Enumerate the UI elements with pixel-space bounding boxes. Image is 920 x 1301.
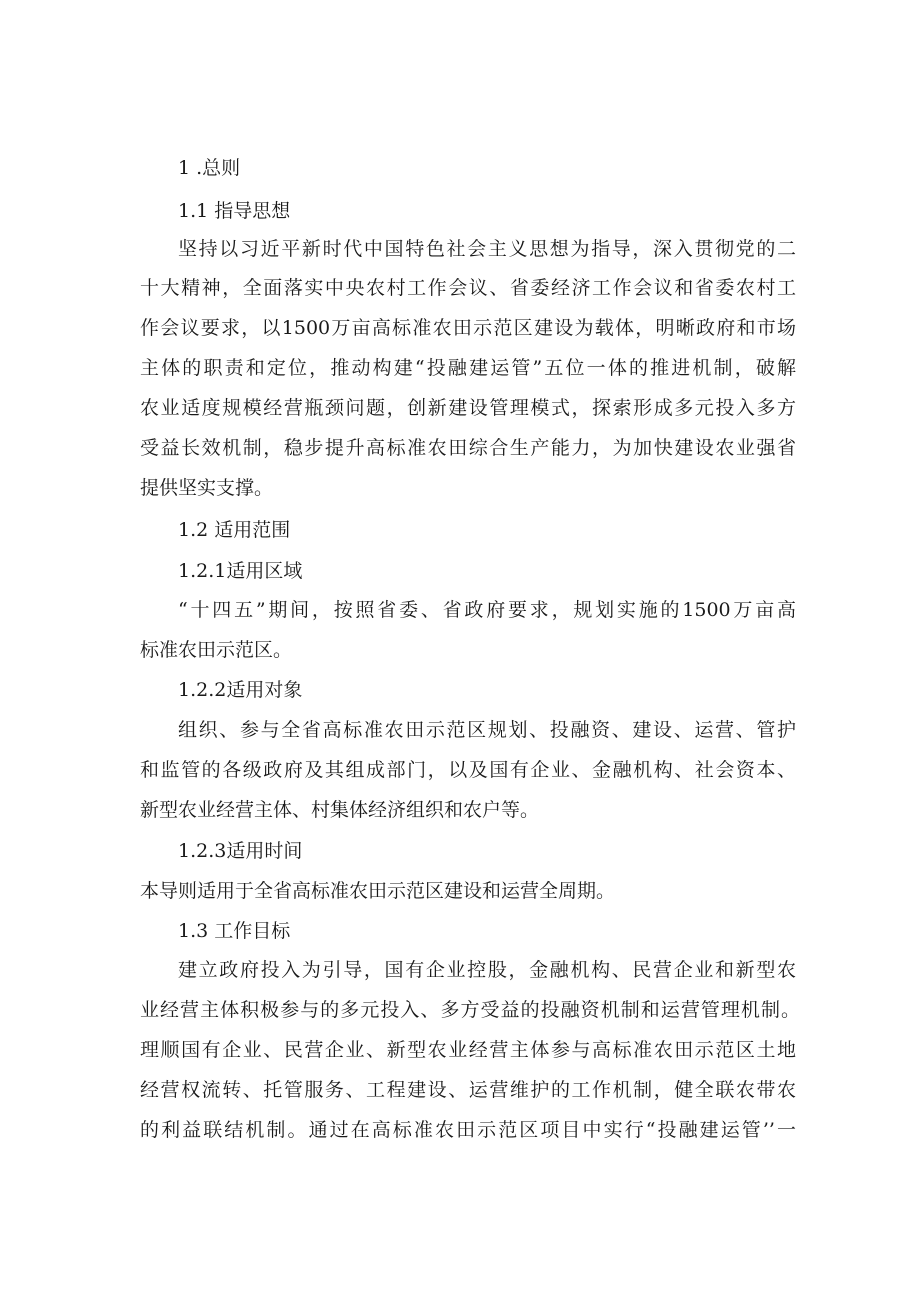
paragraph-line: 新型农业经营主体、村集体经济组织和农户等。 — [140, 799, 540, 821]
paragraph-line: 和监管的各级政府及其组成部门，以及国有企业、金融机构、社会资本、 — [140, 759, 796, 781]
section-heading-1: 1 .总则 — [178, 157, 241, 179]
paragraph-line: 提供坚实支撑。 — [140, 477, 274, 499]
section-heading-1-2-2: 1.2.2适用对象 — [178, 679, 303, 701]
paragraph-line: 受益长效机制，稳步提升高标准农田综合生产能力，为加快建设农业强省 — [140, 437, 796, 459]
paragraph-line: 建立政府投入为引导，国有企业控股，金融机构、民营企业和新型农 — [178, 959, 796, 981]
section-heading-1-1: 1.1 指导思想 — [178, 200, 291, 222]
section-heading-1-2-3: 1.2.3适用时间 — [178, 840, 303, 862]
paragraph-line: 理顺国有企业、民营企业、新型农业经营主体参与高标准农田示范区土地 — [140, 1039, 796, 1061]
paragraph-line: 组织、参与全省高标准农田示范区规划、投融资、建设、运营、管护 — [178, 719, 796, 741]
paragraph-line: 的利益联结机制。通过在高标准农田示范区项目中实行“投融建运管’’一 — [140, 1119, 796, 1141]
paragraph-line: 坚持以习近平新时代中国特色社会主义思想为指导，深入贯彻党的二 — [178, 238, 796, 260]
paragraph-line: 业经营主体积极参与的多元投入、多方受益的投融资机制和运营管理机制。 — [140, 999, 800, 1021]
paragraph-line: 主体的职责和定位，推动构建“投融建运管”五位一体的推进机制，破解 — [140, 357, 796, 379]
paragraph-line: 农业适度规模经营瓶颈问题，创新建设管理模式，探索形成多元投入多方 — [140, 397, 796, 419]
section-heading-1-2: 1.2 适用范围 — [178, 519, 291, 541]
paragraph-line: “十四五”期间，按照省委、省政府要求，规划实施的1500万亩高 — [178, 599, 796, 621]
section-heading-1-3: 1.3 工作目标 — [178, 920, 291, 942]
section-heading-1-2-1: 1.2.1适用区域 — [178, 560, 303, 582]
paragraph-line: 标准农田示范区。 — [140, 639, 293, 661]
paragraph-line: 经营权流转、托管服务、工程建设、运营维护的工作机制，健全联农带农 — [140, 1079, 796, 1101]
paragraph-line: 十大精神，全面落实中央农村工作会议、省委经济工作会议和省委农村工 — [140, 277, 796, 299]
paragraph-line: 本导则适用于全省高标准农田示范区建设和运营全周期。 — [140, 880, 616, 902]
paragraph-line: 作会议要求，以1500万亩高标准农田示范区建设为载体，明晰政府和市场 — [140, 317, 796, 339]
